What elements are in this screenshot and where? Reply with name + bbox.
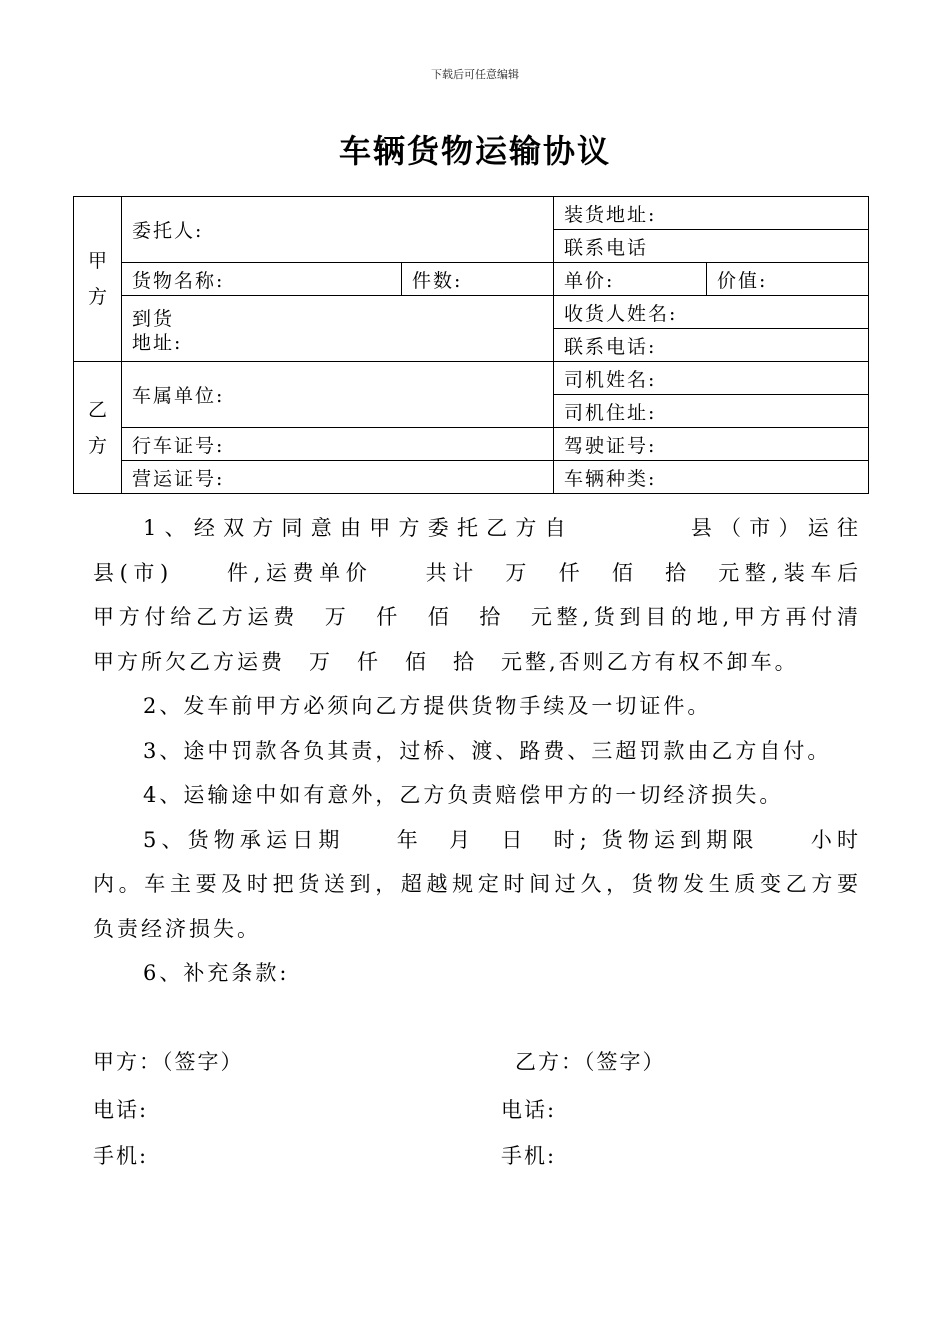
- consignor-field[interactable]: 委托人:: [122, 197, 554, 263]
- party-b-label: 乙方: [87, 398, 107, 457]
- clause-1-line-3: 甲方付给乙方运费 万 仟 佰 拾 元整,货到目的地,甲方再付清: [93, 605, 861, 629]
- party-a-label: 甲方: [87, 250, 107, 308]
- arrival-address-label-line2: 地址:: [132, 331, 183, 354]
- loading-address-field[interactable]: 装货地址:: [554, 197, 869, 230]
- party-a-mobile[interactable]: 手机:: [93, 1144, 149, 1168]
- pieces-field[interactable]: 件数:: [402, 263, 554, 296]
- driver-address-field[interactable]: 司机住址:: [554, 395, 869, 428]
- clause-5-line-1: 5、货物承运日期 年 月 日 时; 货物运到期限 小时: [143, 827, 861, 852]
- clause-1-line-4: 甲方所欠乙方运费 万 仟 佰 拾 元整,否则乙方有权不卸车。: [93, 649, 799, 674]
- clause-5-line-3: 负责经济损失。: [93, 916, 261, 941]
- table-row: [74, 461, 869, 494]
- goods-name-field[interactable]: 货物名称:: [122, 263, 402, 296]
- party-b-side-cell: [74, 362, 122, 494]
- arrival-address-field[interactable]: [122, 296, 554, 362]
- arrival-address-label-line1: 到货: [132, 307, 175, 330]
- operation-permit-field[interactable]: 营运证号:: [122, 461, 554, 494]
- license-no-field[interactable]: 驾驶证号:: [554, 428, 869, 461]
- unit-price-field[interactable]: 单价:: [554, 263, 707, 296]
- party-b-phone[interactable]: 电话:: [501, 1098, 557, 1122]
- party-b-signature[interactable]: 乙方：（签字）: [515, 1050, 666, 1074]
- table-row: [74, 197, 869, 230]
- table-row: [74, 362, 869, 395]
- clause-2: 2、发车前甲方必须向乙方提供货物手续及一切证件。: [143, 694, 712, 718]
- driver-name-field[interactable]: 司机姓名:: [554, 362, 869, 395]
- clause-4: 4、运输途中如有意外，乙方负责赔偿甲方的一切经济损失。: [143, 783, 784, 807]
- driving-permit-field[interactable]: 行车证号:: [122, 428, 554, 461]
- clause-3: 3、途中罚款各负其责，过桥、渡、路费、三超罚款由乙方自付。: [143, 738, 832, 763]
- table-row: [74, 263, 869, 296]
- document-title: 车辆货物运输协议: [338, 132, 611, 170]
- receiver-phone-field[interactable]: 联系电话:: [554, 329, 869, 362]
- table-row: [74, 296, 869, 329]
- agreement-clauses: [93, 506, 861, 996]
- header-note: 下载后可任意编辑: [431, 68, 519, 81]
- party-a-side-cell: [74, 197, 122, 362]
- table-row: [74, 428, 869, 461]
- party-a-signature[interactable]: 甲方：（签字）: [93, 1050, 244, 1074]
- receiver-name-field[interactable]: 收货人姓名:: [554, 296, 869, 329]
- clause-5-line-2: 内。车主要及时把货送到，超越规定时间过久，货物发生质变乙方要: [93, 872, 861, 896]
- contact-phone-field[interactable]: 联系电话: [554, 230, 869, 263]
- value-field[interactable]: 价值:: [707, 263, 869, 296]
- party-b-mobile[interactable]: 手机:: [501, 1144, 557, 1168]
- vehicle-type-field[interactable]: 车辆种类:: [554, 461, 869, 494]
- agreement-form-table: [73, 196, 869, 494]
- party-a-phone[interactable]: 电话:: [93, 1098, 149, 1122]
- vehicle-unit-field[interactable]: 车属单位:: [122, 362, 554, 428]
- clause-6: 6、补充条款:: [143, 961, 290, 985]
- clause-1-line-2: 县(市) 件,运费单价 共计 万 仟 佰 拾 元整,装车后: [93, 560, 861, 585]
- clause-1-line-1: 1、经双方同意由甲方委托乙方自 县（市）运往: [143, 516, 861, 540]
